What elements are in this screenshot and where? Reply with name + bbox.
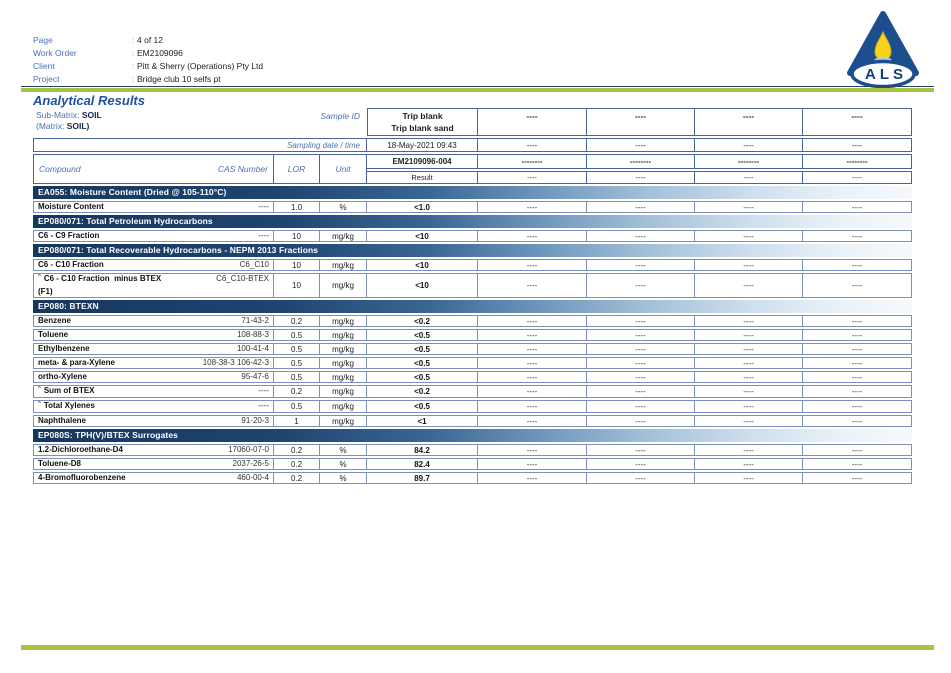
field-label: Client <box>33 61 55 71</box>
result-value: ---- <box>803 415 912 427</box>
header-navy-rule <box>21 86 934 87</box>
result-value: ---- <box>695 230 803 242</box>
lor-value: 1 <box>274 415 320 427</box>
result-value: ---- <box>587 329 695 341</box>
result-value: ---- <box>478 385 587 398</box>
result-value: ---- <box>803 315 912 327</box>
submatrix-label: Sub-Matrix: <box>36 110 80 120</box>
compound-name: Moisture Content <box>38 202 104 211</box>
result-value: <0.5 <box>367 329 478 341</box>
sample-number-row <box>33 154 912 169</box>
compound-line <box>38 330 269 340</box>
field-value: Bridge club 10 selfs pt <box>137 74 221 84</box>
section-band: EA055: Moisture Content (Dried @ 105-110°C) <box>33 186 912 199</box>
compound-header: Compound <box>39 164 81 174</box>
cas-number-header: CAS Number <box>217 164 268 174</box>
cas-number: ---- <box>258 202 269 211</box>
result-value: ---- <box>695 458 803 470</box>
result-value: <10 <box>367 259 478 271</box>
field-label: Page <box>33 35 53 45</box>
result-value: ---- <box>478 315 587 327</box>
result-value: ---- <box>803 458 912 470</box>
sampling-date-cell: ---- <box>803 138 912 152</box>
unit-value: mg/kg <box>320 259 367 271</box>
compound-line <box>38 358 269 368</box>
result-value: ---- <box>695 385 803 398</box>
result-value: <0.5 <box>367 400 478 413</box>
result-value: ---- <box>587 343 695 355</box>
footer-green-rule <box>21 645 934 650</box>
result-header-cell: ---- <box>478 171 587 184</box>
header-fields <box>33 34 263 86</box>
compound-cell <box>33 357 274 369</box>
result-value: ---- <box>478 444 587 456</box>
unit-value: mg/kg <box>320 357 367 369</box>
result-value: ---- <box>478 371 587 383</box>
compound-name: Toluene-D8 <box>38 459 81 468</box>
results-table-head <box>33 108 912 184</box>
unit-value: mg/kg <box>320 385 367 398</box>
compound-row <box>33 273 912 298</box>
compound-line <box>38 459 269 469</box>
compound-name: ^ Total Xylenes <box>38 401 95 410</box>
results-table <box>33 106 912 486</box>
result-value: ---- <box>695 415 803 427</box>
compound-cas-header-cell <box>33 154 274 184</box>
compound-row <box>33 259 912 271</box>
field-value: 4 of 12 <box>137 35 163 45</box>
result-value: ---- <box>803 444 912 456</box>
result-value: ---- <box>803 201 912 213</box>
result-value: <1.0 <box>367 201 478 213</box>
lor-value: 0.5 <box>274 371 320 383</box>
als-logo <box>846 10 920 90</box>
section-band: EP080: BTEXN <box>33 300 912 313</box>
result-value: <10 <box>367 273 478 298</box>
matrix-label: (Matrix: <box>36 121 65 131</box>
result-value: ---- <box>587 357 695 369</box>
sample-number-cell: -------- <box>803 154 912 169</box>
cas-number: C6_C10-BTEX <box>216 274 269 283</box>
sampling-date-cell: 18-May-2021 09:43 <box>367 138 478 152</box>
caret-mark: ^ <box>38 274 41 280</box>
compound-line <box>38 231 269 241</box>
result-value: ---- <box>587 273 695 298</box>
lor-value: 0.2 <box>274 444 320 456</box>
header-green-rule <box>21 88 934 92</box>
result-value: ---- <box>803 259 912 271</box>
compound-name: Toluene <box>38 330 69 339</box>
compound-cell <box>33 400 274 413</box>
compound-name: Benzene <box>38 316 71 325</box>
cas-number: 2037-26-5 <box>232 459 269 468</box>
unit-value: mg/kg <box>320 329 367 341</box>
result-value: ---- <box>803 329 912 341</box>
result-value: ---- <box>803 230 912 242</box>
result-value: ---- <box>587 230 695 242</box>
result-value: ---- <box>695 400 803 413</box>
result-value: 82.4 <box>367 458 478 470</box>
compound-line <box>38 401 269 412</box>
result-value: ---- <box>587 415 695 427</box>
field-separator: : <box>131 61 135 71</box>
result-value: ---- <box>695 343 803 355</box>
result-value: ---- <box>587 385 695 398</box>
result-value: <0.5 <box>367 343 478 355</box>
result-value: ---- <box>478 472 587 484</box>
compound-name: ortho-Xylene <box>38 372 87 381</box>
sample-id-line1: ---- <box>634 111 647 121</box>
cas-number: 108-38-3 106-42-3 <box>202 358 269 367</box>
unit-value: mg/kg <box>320 343 367 355</box>
result-value: ---- <box>695 273 803 298</box>
compound-name: 1.2-Dichloroethane-D4 <box>38 445 123 454</box>
result-value: ---- <box>587 315 695 327</box>
compound-row <box>33 385 912 398</box>
result-value: ---- <box>803 273 912 298</box>
compound-line <box>38 316 269 326</box>
compound-name: C6 - C9 Fraction <box>38 231 100 240</box>
lor-value: 0.5 <box>274 329 320 341</box>
lor-value: 0.5 <box>274 343 320 355</box>
compound-line <box>38 344 269 354</box>
compound-row <box>33 444 912 456</box>
compound-cell <box>33 259 274 271</box>
sample-column-header <box>803 108 912 136</box>
result-value: ---- <box>587 371 695 383</box>
field-separator: : <box>131 35 135 45</box>
cas-number: 95-47-6 <box>241 372 269 381</box>
section-band: EP080/071: Total Petroleum Hydrocarbons <box>33 215 912 228</box>
results-table-body <box>33 186 912 484</box>
sample-id-row <box>33 108 912 136</box>
compound-row <box>33 458 912 470</box>
compound-row <box>33 371 912 383</box>
result-value: ---- <box>803 343 912 355</box>
cas-number: C6_C10 <box>239 260 269 269</box>
compound-name: meta- & para-Xylene <box>38 358 115 367</box>
sample-id-line1: ---- <box>526 111 538 121</box>
result-value: ---- <box>803 371 912 383</box>
compound-name: Ethylbenzene <box>38 344 90 353</box>
section-band: EP080/071: Total Recoverable Hydrocarbons - NEPM 2013 Fractions <box>33 244 912 257</box>
result-value: <0.2 <box>367 385 478 398</box>
header-field-page <box>33 34 263 47</box>
result-value: ---- <box>478 458 587 470</box>
compound-cell <box>33 201 274 213</box>
compound-row <box>33 400 912 413</box>
sample-column-header <box>695 108 803 136</box>
result-value: ---- <box>695 357 803 369</box>
compound-cell <box>33 385 274 398</box>
sample-number-cell: EM2109096-004 <box>367 154 478 169</box>
field-separator: : <box>131 48 135 58</box>
result-header-cell: ---- <box>695 171 803 184</box>
compound-row <box>33 201 912 213</box>
compound-name: Naphthalene <box>38 416 87 425</box>
field-value: Pitt & Sherry (Operations) Pty Ltd <box>137 61 264 71</box>
unit-value: % <box>320 472 367 484</box>
result-value: ---- <box>478 201 587 213</box>
header-field-project <box>33 73 263 86</box>
unit-value: mg/kg <box>320 371 367 383</box>
compound-name: ^ C6 - C10 Fraction minus BTEX <box>38 274 162 283</box>
result-value: ---- <box>587 472 695 484</box>
cas-number: 108-88-3 <box>236 330 269 339</box>
compound-line <box>38 274 269 285</box>
cas-number: 71-43-2 <box>241 316 269 325</box>
field-label: Project <box>33 74 60 84</box>
unit-value: % <box>320 201 367 213</box>
result-value: 84.2 <box>367 444 478 456</box>
result-value: ---- <box>695 259 803 271</box>
result-header-cell: Result <box>367 171 478 184</box>
result-value: ---- <box>803 385 912 398</box>
result-value: ---- <box>695 329 803 341</box>
lor-value: 0.2 <box>274 458 320 470</box>
header-field-work-order <box>33 47 263 60</box>
result-value: ---- <box>695 444 803 456</box>
lor-value: 0.2 <box>274 385 320 398</box>
result-value: ---- <box>587 400 695 413</box>
compound-line <box>38 260 269 270</box>
lor-value: 0.5 <box>274 357 320 369</box>
cas-number: ---- <box>258 386 269 395</box>
lor-header: LOR <box>274 154 320 184</box>
unit-value: mg/kg <box>320 315 367 327</box>
result-value: ---- <box>587 444 695 456</box>
matrix-value: SOIL) <box>66 121 90 131</box>
header-field-client <box>33 60 263 73</box>
result-value: ---- <box>695 472 803 484</box>
section-band: EP080S: TPH(V)/BTEX Surrogates <box>33 429 912 442</box>
compound-name: 4-Bromofluorobenzene <box>38 473 126 482</box>
section-header-row <box>33 186 912 199</box>
compound-subname: (F1) <box>38 287 53 296</box>
matrix-info-cell <box>33 108 367 136</box>
lor-value: 10 <box>274 230 320 242</box>
result-value: ---- <box>478 415 587 427</box>
cas-number: 91-20-3 <box>241 416 269 425</box>
sampling-date-row <box>33 138 912 152</box>
sampling-date-cell: ---- <box>587 138 695 152</box>
compound-cell <box>33 371 274 383</box>
compound-line <box>38 416 269 426</box>
compound-row <box>33 357 912 369</box>
logo-text: ALS <box>865 66 907 83</box>
result-value: ---- <box>803 357 912 369</box>
unit-value: mg/kg <box>320 273 367 298</box>
result-value: ---- <box>478 400 587 413</box>
submatrix-value: SOIL <box>81 110 102 120</box>
section-header-row <box>33 244 912 257</box>
section-header-row <box>33 429 912 442</box>
cas-number: ---- <box>258 401 269 410</box>
unit-value: % <box>320 444 367 456</box>
compound-cell <box>33 329 274 341</box>
sample-column-header <box>367 108 478 136</box>
compound-row <box>33 230 912 242</box>
sample-number-cell: -------- <box>478 154 587 169</box>
submatrix-block <box>36 110 102 132</box>
result-value: ---- <box>803 472 912 484</box>
lor-value: 0.5 <box>274 400 320 413</box>
result-value: ---- <box>695 371 803 383</box>
result-value: ---- <box>478 273 587 298</box>
result-value: <10 <box>367 230 478 242</box>
result-value: ---- <box>478 343 587 355</box>
result-value: ---- <box>587 458 695 470</box>
result-value: <0.2 <box>367 315 478 327</box>
result-value: <0.5 <box>367 357 478 369</box>
result-value: ---- <box>695 315 803 327</box>
sample-id-line1: ---- <box>742 111 755 121</box>
compound-cell <box>33 315 274 327</box>
result-header-cell: ---- <box>803 171 912 184</box>
compound-cell <box>33 343 274 355</box>
sampling-date-cell: ---- <box>478 138 587 152</box>
result-value: <0.5 <box>367 371 478 383</box>
sample-number-cell: -------- <box>695 154 803 169</box>
sample-number-cell: -------- <box>587 154 695 169</box>
compound-cell <box>33 444 274 456</box>
cas-number: 460-00-4 <box>236 473 269 482</box>
result-value: ---- <box>803 400 912 413</box>
sample-id-label: Sample ID <box>320 111 361 121</box>
compound-cell <box>33 230 274 242</box>
compound-row <box>33 415 912 427</box>
caret-mark: ^ <box>38 401 41 407</box>
result-header-cell: ---- <box>587 171 695 184</box>
compound-name: C6 - C10 Fraction <box>38 260 104 269</box>
compound-row <box>33 472 912 484</box>
page-title: Analytical Results <box>33 93 145 108</box>
compound-line <box>38 445 269 455</box>
result-value: ---- <box>478 329 587 341</box>
lor-value: 1.0 <box>274 201 320 213</box>
compound-row <box>33 343 912 355</box>
cas-number: ---- <box>258 231 269 240</box>
compound-row <box>33 329 912 341</box>
lor-value: 10 <box>274 259 320 271</box>
als-logo-icon <box>846 10 920 90</box>
sample-column-header <box>587 108 695 136</box>
compound-line <box>38 386 269 397</box>
sampling-date-cell: ---- <box>695 138 803 152</box>
unit-value: mg/kg <box>320 400 367 413</box>
result-value: ---- <box>587 259 695 271</box>
compound-name: ^ Sum of BTEX <box>38 386 95 395</box>
cas-number: 100-41-4 <box>236 344 269 353</box>
sampling-date-label: Sampling date / time <box>33 138 367 152</box>
compound-cell <box>33 458 274 470</box>
compound-cell <box>33 415 274 427</box>
result-value: 89.7 <box>367 472 478 484</box>
lor-value: 0.2 <box>274 472 320 484</box>
field-label: Work Order <box>33 48 77 58</box>
field-value: EM2109096 <box>137 48 183 58</box>
unit-value: mg/kg <box>320 230 367 242</box>
unit-value: % <box>320 458 367 470</box>
unit-header: Unit <box>320 154 367 184</box>
result-value: ---- <box>695 201 803 213</box>
sample-id-line2: Trip blank sand <box>391 123 454 133</box>
compound-line <box>38 372 269 382</box>
compound-cell <box>33 472 274 484</box>
result-value: ---- <box>587 201 695 213</box>
compound-row <box>33 315 912 327</box>
caret-mark: ^ <box>38 386 41 392</box>
unit-value: mg/kg <box>320 415 367 427</box>
sample-id-line1: ---- <box>851 111 863 121</box>
compound-cell <box>33 273 274 298</box>
lor-value: 10 <box>274 273 320 298</box>
section-header-row <box>33 215 912 228</box>
result-value: ---- <box>478 230 587 242</box>
compound-line <box>38 473 269 483</box>
result-value: ---- <box>478 259 587 271</box>
section-header-row <box>33 300 912 313</box>
result-value: ---- <box>478 357 587 369</box>
field-separator: : <box>131 74 135 84</box>
sample-id-line1: Trip blank <box>402 111 443 121</box>
result-value: <1 <box>367 415 478 427</box>
sample-column-header <box>478 108 587 136</box>
compound-line <box>38 202 269 212</box>
lor-value: 0.2 <box>274 315 320 327</box>
cas-number: 17060-07-0 <box>228 445 269 454</box>
